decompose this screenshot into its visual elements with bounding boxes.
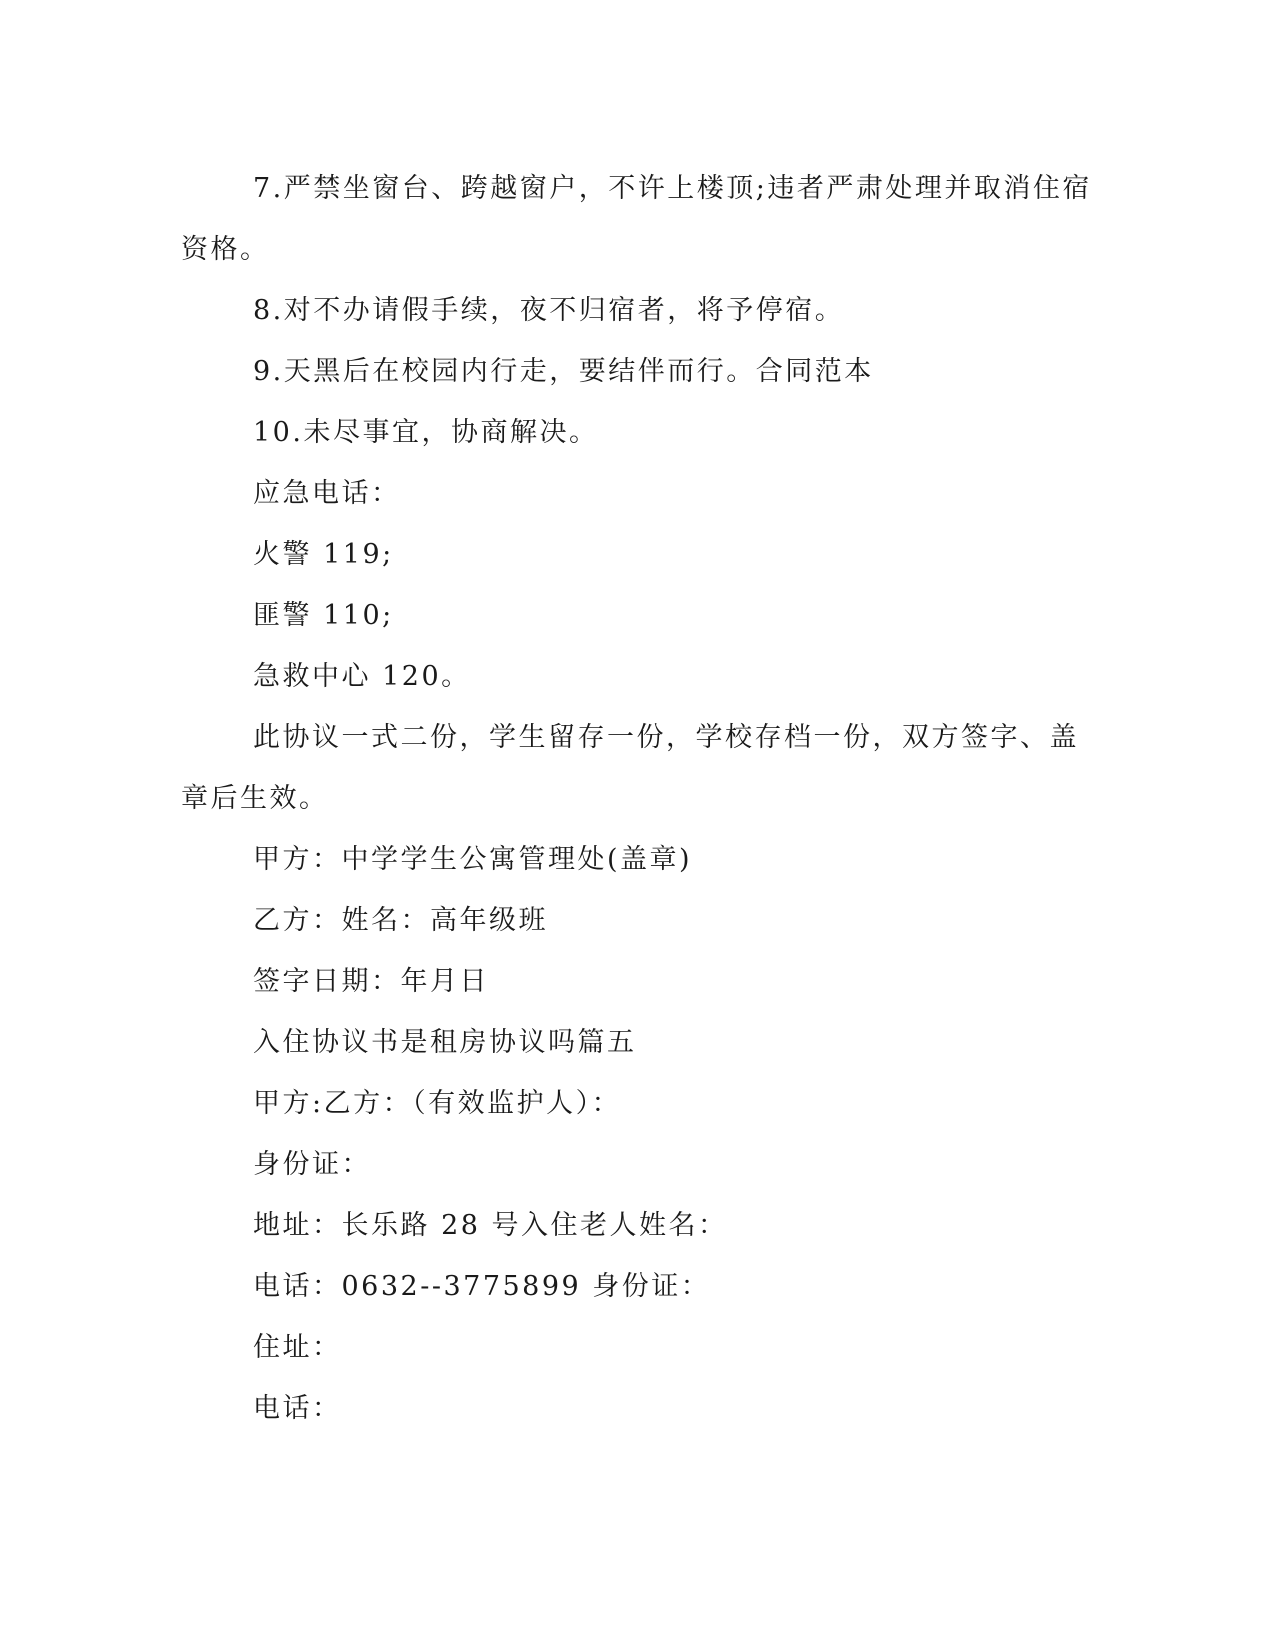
clause-7-line-2: 资格。 (181, 234, 270, 265)
police-phone: 匪警 110; (253, 600, 394, 631)
signing-date: 签字日期：年月日 (253, 966, 489, 997)
phone-id-field: 电话：0632--3775899 身份证： (253, 1271, 711, 1302)
copies-clause-line-2: 章后生效。 (181, 783, 329, 814)
clause-8: 8.对不办请假手续，夜不归宿者，将予停宿。 (253, 295, 845, 326)
address-field: 地址：长乐路 28 号入住老人姓名： (253, 1210, 728, 1241)
section-title-5: 入住协议书是租房协议吗篇五 (253, 1027, 637, 1058)
party-b-signature: 乙方：姓名：高年级班 (253, 905, 548, 936)
copies-clause-line-1: 此协议一式二份，学生留存一份，学校存档一份，双方签字、盖 (253, 722, 1079, 753)
party-a-signature: 甲方：中学学生公寓管理处(盖章) (253, 844, 693, 875)
residence-field: 住址： (253, 1332, 342, 1363)
id-card-field: 身份证： (253, 1149, 371, 1180)
emergency-heading: 应急电话： (253, 478, 401, 509)
clause-10: 10.未尽事宜，协商解决。 (253, 417, 599, 448)
clause-9: 9.天黑后在校园内行走，要结伴而行。合同范本 (253, 356, 874, 387)
phone-field: 电话： (253, 1393, 342, 1424)
ambulance-phone: 急救中心 120。 (253, 661, 471, 692)
document-body (181, 158, 1092, 1439)
clause-7-line-1: 7.严禁坐窗台、跨越窗户，不许上楼顶;违者严肃处理并取消住宿 (253, 173, 1092, 204)
parties-line: 甲方:乙方：（有效监护人）： (253, 1088, 622, 1119)
fire-phone: 火警 119; (253, 539, 394, 570)
